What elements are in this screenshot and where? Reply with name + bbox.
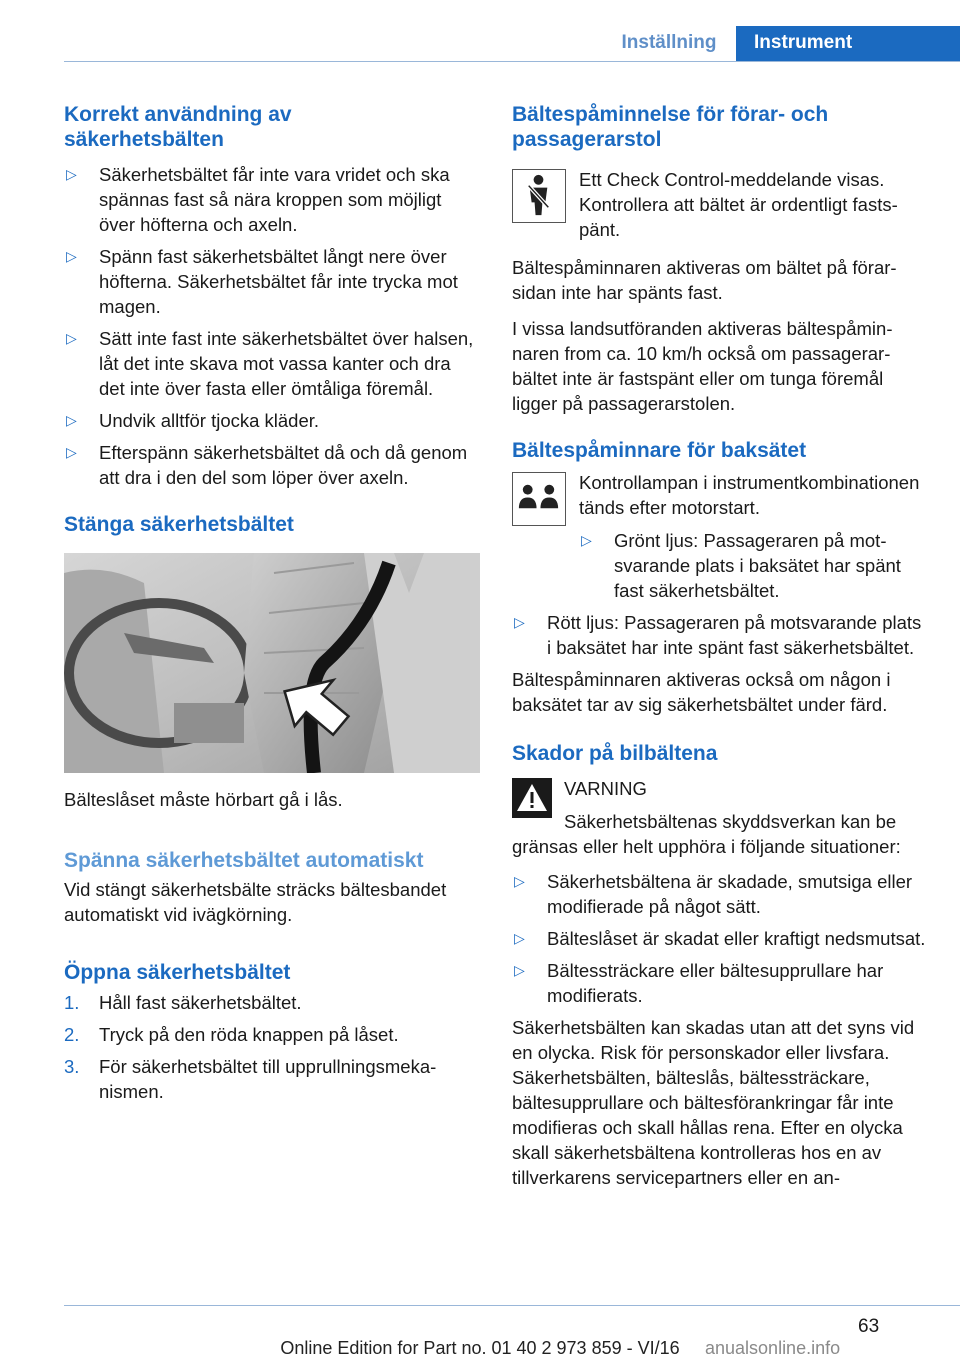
step-number: 2. [64,1024,80,1045]
list-item [64,1054,480,1104]
warning-block [512,776,928,859]
damage-list [512,869,928,1008]
tab-instrument[interactable]: Instrument [736,26,960,62]
section-title-spanna-automatiskt: Spänna säkerhetsbältet automatiskt [64,849,424,872]
damage-paragraph: Säkerhetsbälten kan skadas utan att det syns vid en olycka. Risk för personskador eller livsfara. Säkerhetsbälten, bälteslås, bältessträckare, bältesupprullare och bältesförankringar får inte modifieras och skall hållas rena. Efter en olycka skall säkerhetsbältena kontrolleras hos en av tillverkarens servicepartners eller en an- [512,1017,915,1188]
step-number: 1. [64,992,80,1013]
list-item: ▷ Sätt inte fast inte säkerhetsbältet över halsen, låt det inte skava mot vassa kanter och dra det inte över fasta eller ömtåliga föremål. [64,326,480,401]
buckle-caption: Bälteslåset måste hörbart gå i lås. [64,789,343,810]
list-item: ▷ Efterspänn säkerhetsbältet då och då genom att dra i den del som löper över axeln. [64,440,480,490]
rear-reminder-icon-text: Kontrollampan i instrumentkombinationen tänds efter motorstart. [579,472,920,518]
left-column [64,102,480,1104]
warning-text-rest: gränsas eller helt upphöra i följande situationer: [512,836,901,857]
section-title-stanga: Stänga säkerhetsbältet [64,513,294,536]
open-steps-list [64,990,480,1104]
warning-text-first: Säkerhetsbältenas skyddsverkan kan be [564,811,897,832]
belt-reminder-icon-text: Ett Check Control-meddelande visas. Kontrollera att bältet är ordentligt fastspänt. [579,169,898,240]
page-number: 63 [858,1316,880,1337]
list-item: ▷ Spänn fast säkerhetsbältet långt nere över höfterna. Säkerhetsbältet får inte trycka mot magen. [64,244,480,319]
rear-list [512,610,928,660]
header-divider [64,61,960,62]
rear-passengers-icon [512,472,566,526]
list-item: ▷ Säkerhetsbältet får inte vara vridet och ska spännas fast så nära kroppen som möjligt över höfterna och axeln. [64,162,480,237]
belt-reminder-p1: Bältespåminnaren aktiveras om bältet på förarsidan inte har spänts fast. [512,257,897,303]
page-header [0,0,960,62]
list-item: ▷ Bälteslåset är skadat eller kraftigt nedsmutsat. [512,926,928,951]
section-title-korrekt-anvandning: Korrekt användning av säkerhetsbälten [64,103,292,151]
warning-label: VARNING [564,778,647,799]
step-text: Håll fast säkerhetsbältet. [99,992,302,1013]
auto-tension-text: Vid stängt säkerhetsbälte sträcks bältesbandet automatiskt vid ivägkörning. [64,879,447,925]
list-item: ▷ Grönt ljus: Passageraren på motsvarande plats i baksätet har spänt fast säkerhetsbältet. [579,528,928,603]
rear-reminder-block [512,470,928,603]
seatbelt-buckle-photo [64,553,480,773]
list-item [64,1022,480,1047]
correct-use-list [64,162,480,490]
list-item: ▷ Bältessträckare eller bältesupprullare har modifierats. [512,958,928,1008]
list-item [64,990,480,1015]
edition-text: Online Edition for Part no. 01 40 2 973 859 - VI/16 [280,1338,680,1358]
step-text: Tryck på den röda knappen på låset. [99,1024,399,1045]
list-item: ▷ Rött ljus: Passageraren på motsvarande plats i baksätet har inte spänt fast säkerhetsbältet. [512,610,928,660]
belt-reminder-block [512,167,928,242]
rear-sub-list [512,528,928,603]
section-title-baksatet: Bältespåminnare för baksätet [512,439,807,462]
seatbelt-icon [512,169,566,223]
rear-reminder-p: Bältespåminnaren aktiveras också om någon i baksätet tar av sig säkerhetsbältet under färd. [512,669,891,715]
step-number: 3. [64,1056,80,1077]
section-title-baltespaminnelse: Bältespåminnelse för förar- och passagerarstol [512,103,829,151]
warning-icon [512,778,552,818]
right-column [512,102,928,1190]
tab-installning[interactable]: Inställning [621,32,717,53]
list-item: ▷ Undvik alltför tjocka kläder. [64,408,480,433]
section-title-oppna: Öppna säkerhetsbältet [64,961,291,984]
list-item: ▷ Säkerhetsbältena är skadade, smutsiga eller modifierade på något sätt. [512,869,928,919]
step-text: För säkerhetsbältet till upprullningsmekanismen. [99,1056,437,1102]
belt-reminder-p2: I vissa landsutföranden aktiveras bältespåminnaren from ca. 10 km/h också om passagerarbältet inte är fastspänt eller om tunga föremål ligger på passagerarstolen. [512,318,893,414]
footer-divider [64,1305,960,1306]
watermark: anualsonline.info [705,1338,841,1358]
section-title-skador: Skador på bilbältena [512,742,718,765]
